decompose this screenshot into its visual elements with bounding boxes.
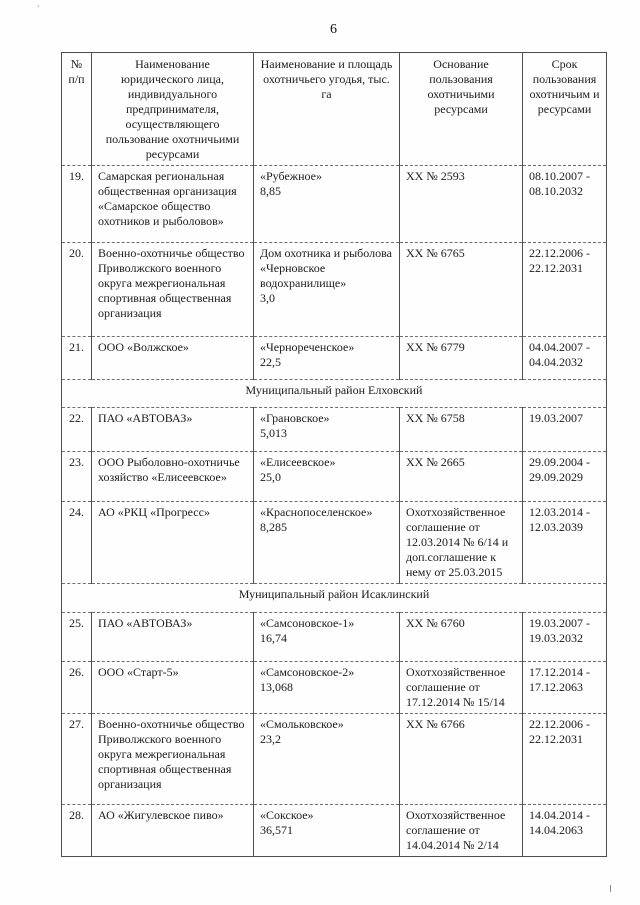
header-usage-basis: Основание пользования охотничьими ресурсами [400,53,523,166]
usage-term: 17.12.2014 - 17.12.2063 [523,662,607,714]
usage-basis: ХХ № 2593 [400,166,523,243]
ground-name: «Елисеевское» [260,455,336,469]
usage-term: 22.12.2006 - 22.12.2031 [523,714,607,805]
usage-term: 04.04.2007 - 04.04.2032 [523,337,607,380]
usage-term: 22.12.2006 - 22.12.2031 [523,243,607,337]
usage-basis: ХХ № 2665 [400,452,523,502]
ground-area: 22,5 [260,355,281,369]
ground-cell [254,502,400,584]
row-number: 22. [62,408,92,452]
ground-name: «Рубежное» [260,169,322,183]
entity-name: Военно-охотничье общество Приволжского военного округа межрегиональная спортивная общественная организация [92,243,254,337]
entity-name: ПАО «АВТОВАЗ» [92,408,254,452]
ground-area: 8,85 [260,184,281,198]
entity-name: Военно-охотничье общество Приволжского военного округа межрегиональная спортивная общественная организация [92,714,254,805]
header-row-number: № п/п [62,53,92,166]
entity-name: ООО «Старт-5» [92,662,254,714]
usage-term: 19.03.2007 - 19.03.2032 [523,613,607,662]
table-row [62,452,607,502]
row-number: 24. [62,502,92,584]
entity-name: Самарская региональная общественная организация «Самарское общество охотников и рыболовов» [92,166,254,243]
scan-artifact [610,885,611,892]
usage-basis: Охотхозяйственное соглашение от 14.04.2014 № 2/14 [400,805,523,857]
ground-cell [254,613,400,662]
row-number: 26. [62,662,92,714]
usage-basis: ХХ № 6758 [400,408,523,452]
entity-name: АО «Жигулевское пиво» [92,805,254,857]
row-number: 23. [62,452,92,502]
ground-cell [254,662,400,714]
table-row [62,502,607,584]
usage-basis: ХХ № 6779 [400,337,523,380]
table-header [62,53,607,166]
table-row [62,805,607,857]
usage-term: 12.03.2014 - 12.03.2039 [523,502,607,584]
hunting-grounds-table [61,52,607,857]
entity-name: ПАО «АВТОВАЗ» [92,613,254,662]
usage-basis: Охотхозяйственное соглашение от 17.12.2014 № 15/14 [400,662,523,714]
table-row [62,166,607,243]
scan-artifact: ` [37,4,40,14]
ground-name: «Самсоновское-1» [260,616,355,630]
ground-name: «Сокское» [260,808,314,822]
ground-area: 36,571 [260,823,293,837]
ground-cell [254,408,400,452]
entity-name: ООО «Волжское» [92,337,254,380]
ground-name: «Самсоновское-2» [260,665,355,679]
table-row [62,243,607,337]
ground-area: 5,013 [260,426,287,440]
ground-cell [254,243,400,337]
header-ground-name-area: Наименование и площадь охотничьего угодья, тыс. га [254,53,400,166]
usage-term: 08.10.2007 - 08.10.2032 [523,166,607,243]
ground-name: «Грановское» [260,411,330,425]
ground-name: «Чернореченское» [260,340,355,354]
ground-name: «Смольковское» [260,717,344,731]
ground-area: 23,2 [260,732,281,746]
header-entity-name: Наименование юридического лица, индивидуального предпринимателя, осуществляющего пользование охотничьими ресурсами [92,53,254,166]
ground-area: 3,0 [260,291,275,305]
ground-area: 13,068 [260,680,293,694]
usage-basis: ХХ № 6766 [400,714,523,805]
usage-basis: ХХ № 6760 [400,613,523,662]
usage-basis: ХХ № 6765 [400,243,523,337]
table-row [62,408,607,452]
section-row [62,584,607,613]
usage-term: 14.04.2014 - 14.04.2063 [523,805,607,857]
table-row [62,337,607,380]
table-body [62,166,607,857]
table-row [62,662,607,714]
row-number: 27. [62,714,92,805]
ground-cell [254,805,400,857]
ground-cell [254,714,400,805]
ground-name: Дом охотника и рыболова «Черновское водохранилище» [260,246,392,290]
usage-term: 29.09.2004 - 29.09.2029 [523,452,607,502]
ground-name: «Краснопоселенское» [260,505,373,519]
ground-cell [254,166,400,243]
usage-term: 19.03.2007 [523,408,607,452]
row-number: 21. [62,337,92,380]
section-row [62,380,607,408]
ground-cell [254,337,400,380]
ground-area: 25,0 [260,470,281,484]
table-row [62,714,607,805]
ground-area: 8,285 [260,520,287,534]
district-section-header: Муниципальный район Елховский [62,380,607,408]
row-number: 19. [62,166,92,243]
ground-cell [254,452,400,502]
row-number: 20. [62,243,92,337]
entity-name: ООО Рыболовно-охотничье хозяйство «Елисеевское» [92,452,254,502]
ground-area: 16,74 [260,631,287,645]
page-number: 6 [330,22,337,37]
district-section-header: Муниципальный район Исаклинский [62,584,607,613]
row-number: 25. [62,613,92,662]
table-row [62,613,607,662]
usage-basis: Охотхозяйственное соглашение от 12.03.2014 № 6/14 и доп.соглашение к нему от 25.03.2015 [400,502,523,584]
entity-name: АО «РКЦ «Прогресс» [92,502,254,584]
header-usage-term: Срок пользования охотничьим и ресурсами [523,53,607,166]
header-row [62,53,607,166]
row-number: 28. [62,805,92,857]
